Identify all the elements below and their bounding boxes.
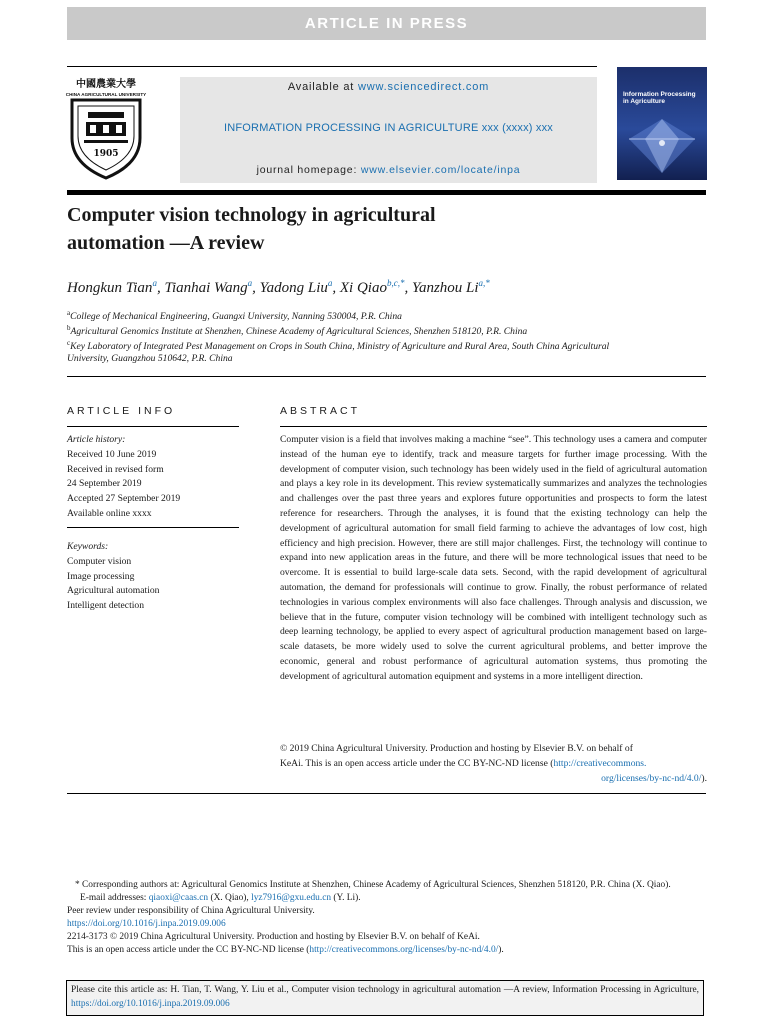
author-separator: , xyxy=(252,280,260,296)
author-affiliation-mark[interactable]: a xyxy=(327,278,333,288)
author-name: Yadong Liu xyxy=(259,280,328,296)
affiliation-continued xyxy=(67,351,707,366)
author-separator: , xyxy=(404,280,412,296)
journal-header-box xyxy=(180,77,597,183)
author[interactable] xyxy=(67,280,157,296)
header-top-rule xyxy=(67,66,597,67)
article-title xyxy=(67,201,667,257)
author[interactable] xyxy=(340,280,405,296)
footnotes xyxy=(67,879,707,957)
doi-link[interactable]: https://doi.org/10.1016/j.inpa.2019.09.006 xyxy=(67,919,226,929)
keyword: Intelligent detection xyxy=(67,600,144,612)
cover-graphic xyxy=(617,113,707,180)
university-logo xyxy=(64,76,148,180)
author-affiliation-mark[interactable]: a xyxy=(247,278,253,288)
homepage-link[interactable]: www.elsevier.com/locate/inpa xyxy=(360,164,521,176)
affiliation-mark: c xyxy=(67,339,71,347)
keywords-label: Keywords: xyxy=(67,541,109,552)
sciencedirect-link[interactable]: www.sciencedirect.com xyxy=(358,81,490,93)
history-item: Received in revised form xyxy=(67,463,164,475)
journal-name-line: INFORMATION PROCESSING IN AGRICULTURE xxx (xxxx) xxx xyxy=(223,122,553,134)
abstract-heading: ABSTRACT xyxy=(280,405,361,417)
keyword: Agricultural automation xyxy=(67,585,160,597)
article-info-heading: ARTICLE INFO xyxy=(67,405,176,417)
citation-text: Please cite this article as: H. Tian, T. Wang, Y. Liu et al., Computer vision technology in agricultural automation —A review, Information Processing in Agriculture, xyxy=(71,985,699,995)
article-info-rule xyxy=(67,426,239,427)
license-link[interactable]: http://creativecommons.org/licenses/by-nc-nd/4.0/ xyxy=(309,945,499,955)
license-link[interactable]: http://creativecommons. xyxy=(553,757,647,769)
abstract-text: Computer vision is a field that involves making a machine “see”. This technology uses a camera and computer instead of the human eye to identify, track and measure targets for further image processing. With the development of computer vision, such technology has been widely used in the field of agricultural automation and plays a key role in its development. This review systematically summarizes and analyzes the technologies and challenges over the past three years and explores future opportunities and prospects to form the latest reference for researchers. Through the analyses, it is found that the existing technology can help the development of agricultural automation for small field farming to achieve the advantages of low cost, high efficiency and high precision. However, there are still major challenges. First, the technology will continue to expand into new application areas in the future, and there will be more technological issues that need to be overcome. It is essential to build large-scale data sets. Second, with the rapid development of agricultural automation, the demand for professionals will continue to grow. Finally, the robust performance of related technologies in various complex environments will also face challenges. Through analysis and discussion, we believe that in the future, computer vision technology will be combined with intelligent technology such as deep learning technology, be applied to every aspect of agricultural production management based on large-scale datasets, be more widely used to solve the current agricultural problems, and better improve the economic, general and robust performance of agricultural automation systems, thus promoting the development of agricultural automation equipment and systems in a more intelligent direction. xyxy=(280,434,707,682)
svg-text:CHINA AGRICULTURAL UNIVERSITY: CHINA AGRICULTURAL UNIVERSITY xyxy=(65,92,147,97)
keywords xyxy=(67,540,242,614)
available-prefix: Available at xyxy=(287,81,358,93)
citation-doi-link[interactable]: https://doi.org/10.1016/j.inpa.2019.09.006 xyxy=(71,999,230,1009)
oa-text: ). xyxy=(498,945,504,955)
author[interactable] xyxy=(412,280,490,296)
svg-text:1905: 1905 xyxy=(93,149,119,159)
license-link[interactable]: org/licenses/by-nc-nd/4.0/ xyxy=(601,772,702,784)
email-owner: (Y. Li). xyxy=(331,893,361,903)
citation-box xyxy=(66,980,704,1016)
email-link[interactable]: lyz7916@gxu.edu.cn xyxy=(251,893,332,903)
history-item: Received 10 June 2019 xyxy=(67,448,157,460)
abstract-body xyxy=(280,433,707,685)
license-text: KeAi. This is an open access article under the CC BY-NC-ND license ( xyxy=(280,757,554,769)
author-name: Hongkun Tian xyxy=(67,280,153,296)
license-line xyxy=(280,772,707,787)
affiliation-text: Agricultural Genomics Institute at Shenzhen, Chinese Academy of Agricultural Sciences, Shenzhen 518120, P.R. China xyxy=(70,326,528,338)
header-thick-rule xyxy=(67,190,706,195)
author-name: Tianhai Wang xyxy=(164,280,248,296)
history-label: Article history: xyxy=(67,434,126,445)
corresponding-author-note: * Corresponding authors at: Agricultural Genomics Institute at Shenzhen, Chinese Academy of Agricultural Sciences, Shenzhen 518120, P.R. China (X. Qiao). xyxy=(75,880,671,890)
author[interactable] xyxy=(164,280,252,296)
history-item: 24 September 2019 xyxy=(67,478,142,490)
author-affiliation-mark[interactable]: a xyxy=(152,278,157,288)
keyword: Computer vision xyxy=(67,555,132,567)
license-text: ). xyxy=(701,772,707,784)
email-addresses xyxy=(67,892,707,905)
journal-homepage-line xyxy=(180,164,597,176)
email-owner: (X. Qiao), xyxy=(208,893,252,903)
open-access-line xyxy=(67,944,707,957)
license-line xyxy=(280,757,707,772)
author-separator: , xyxy=(332,280,340,296)
affiliation-mark: a xyxy=(67,309,71,317)
abstract-license xyxy=(280,742,707,786)
author-name: Yanzhou Li xyxy=(411,280,479,296)
oa-text: This is an open access article under the CC BY-NC-ND license ( xyxy=(67,945,310,955)
affiliation-text: University, Guangzhou 510642, P.R. China xyxy=(67,353,233,364)
author-separator: , xyxy=(156,280,165,296)
available-at-line xyxy=(180,81,597,93)
article-history xyxy=(67,433,242,522)
affiliation-text: College of Mechanical Engineering, Guangxi University, Nanning 530004, P.R. China xyxy=(70,311,402,323)
history-item: Available online xxxx xyxy=(67,507,152,519)
keyword: Image processing xyxy=(67,570,135,582)
article-in-press-banner: ARTICLE IN PRESS xyxy=(67,7,706,40)
title-line-2: automation —A review xyxy=(67,232,265,254)
homepage-prefix: journal homepage: xyxy=(256,164,361,176)
license-line: © 2019 China Agricultural University. Production and hosting by Elsevier B.V. on behalf of xyxy=(280,743,633,754)
affiliation-mark: b xyxy=(67,324,71,332)
email-label: E-mail addresses: xyxy=(80,893,149,903)
author-list xyxy=(67,278,707,297)
affiliation-text: Key Laboratory of Integrated Pest Management on Crops in South China, Ministry of Agriculture and Rural Area, South China Agricultural xyxy=(70,341,610,353)
keywords-rule xyxy=(67,527,239,528)
journal-cover-image xyxy=(617,67,707,180)
email-link[interactable]: qiaoxi@caas.cn xyxy=(148,893,209,903)
abstract-bottom-rule xyxy=(67,793,706,794)
abstract-rule xyxy=(280,426,707,427)
cover-title: Information Processing in Agriculture xyxy=(623,91,696,106)
title-line-1: Computer vision technology in agricultural xyxy=(67,204,436,226)
peer-review-note: Peer review under responsibility of China Agricultural University. xyxy=(67,906,315,916)
affiliations-rule xyxy=(67,376,706,377)
svg-text:中國農業大學: 中國農業大學 xyxy=(76,79,136,90)
history-item: Accepted 27 September 2019 xyxy=(67,493,181,505)
author[interactable] xyxy=(260,280,333,296)
issn-line: 2214-3173 © 2019 China Agricultural University. Production and hosting by Elsevier B.V. on behalf of KeAi. xyxy=(67,932,480,942)
author-name: Xi Qiao xyxy=(339,280,387,296)
author-affiliation-mark[interactable]: b,c,* xyxy=(386,278,405,288)
author-affiliation-mark[interactable]: a,* xyxy=(478,278,490,288)
